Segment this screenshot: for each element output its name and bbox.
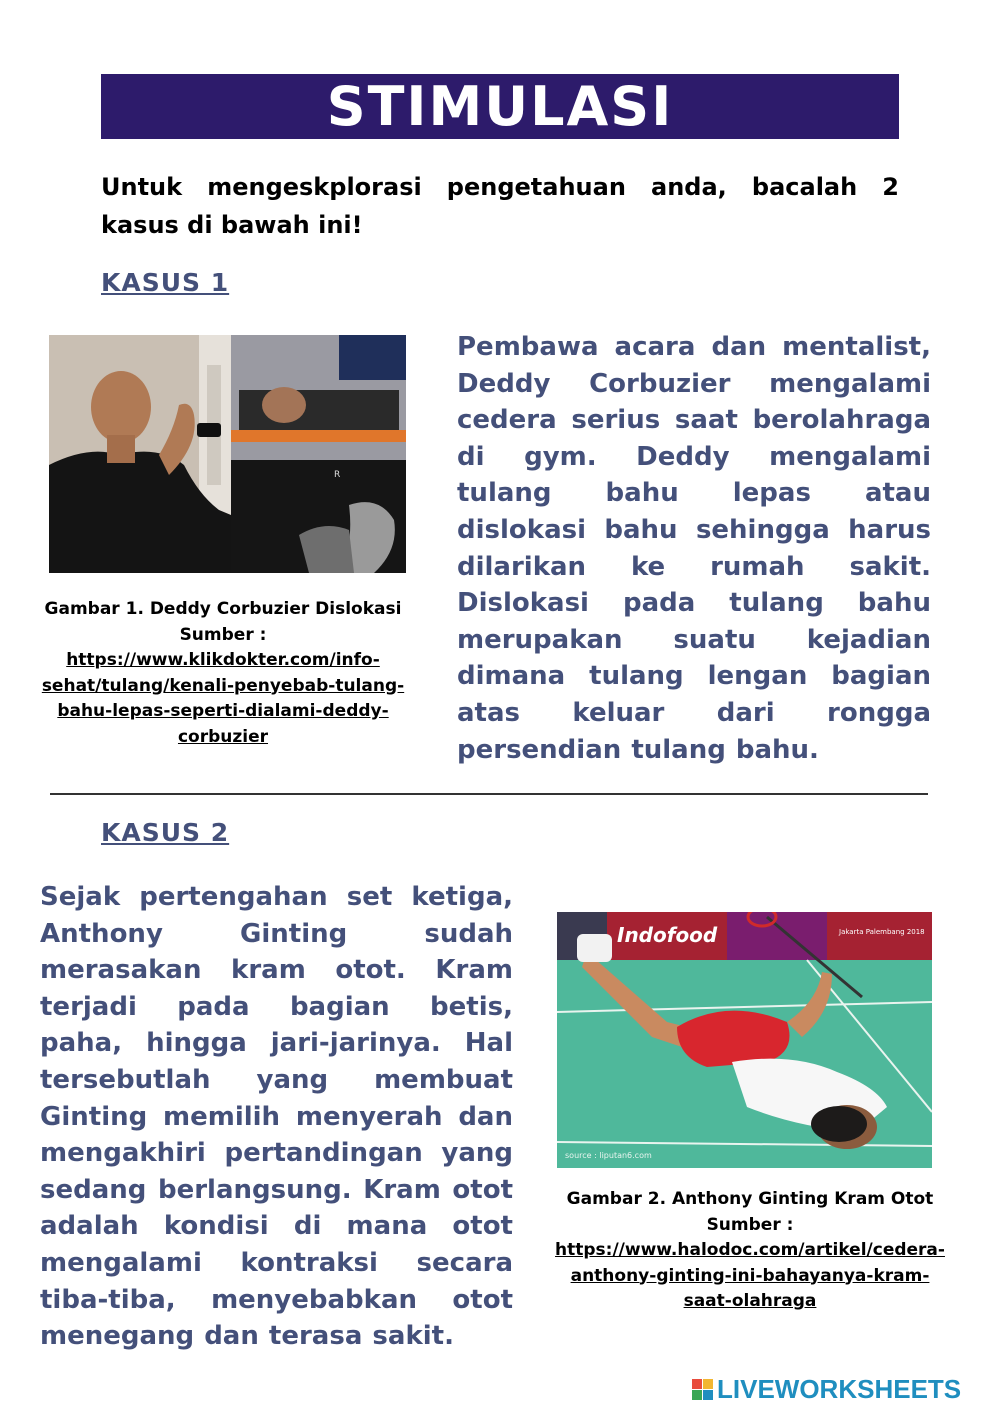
xray-marker: R <box>334 470 341 480</box>
case2-text: Sejak pertengahan set ketiga, Anthony Ginting sudah merasakan kram otot. Kram terjadi pada bagian betis, paha, hingga jari-jarinya. Hal tersebutlah yang membuat Ginting memilih menyerah dan mengakhiri pertandingan yang sedang berlangsung. Kram otot adalah kondisi di mana otot mengalami kontraksi secara tiba-tiba, menyebabkan otot menegang dan terasa sakit. <box>40 882 513 1352</box>
case2-caption-source-label: Sumber : <box>706 1214 794 1235</box>
case2-photo <box>557 912 932 1168</box>
case2-source-link[interactable]: https://www.halodoc.com/artikel/cedera-anthony-ginting-ini-bahayanya-kram-saat-olahraga <box>555 1240 945 1311</box>
case1-source-link[interactable]: https://www.klikdokter.com/info-sehat/tulang/kenali-penyebab-tulang-bahu-lepas-seperti-dialami-deddy-corbuzier <box>41 650 405 747</box>
case2-photo-illustration <box>557 912 932 1168</box>
photo-banner-text: Indofood <box>617 923 718 947</box>
photo-event-text: Jakarta Palembang 2018 <box>839 928 925 936</box>
liveworksheets-logo-text: LIVEWORKSHEETS <box>717 1374 962 1404</box>
case1-photo <box>49 335 406 573</box>
section-divider <box>50 793 928 795</box>
case2-caption <box>548 1187 952 1315</box>
page-title: STIMULASI <box>326 74 674 138</box>
case2-heading: KASUS 2 <box>101 818 230 847</box>
title-banner <box>101 74 899 139</box>
case1-caption-title: Gambar 1. Deddy Corbuzier Dislokasi <box>44 599 402 619</box>
case1-text: Pembawa acara dan mentalist, Deddy Corbuzier mengalami cedera serius saat berolahraga di gym. Deddy mengalami tulang bahu lepas atau dislokasi bahu sehingga harus dilarikan ke rumah sakit. Dislokasi pada tulang bahu merupakan suatu kejadian dimana tulang lengan bagian atas keluar dari rongga persendian tulang bahu. <box>457 332 931 765</box>
photo-credit: source : liputan6.com <box>565 1151 652 1160</box>
case1-heading: KASUS 1 <box>101 268 230 297</box>
case2-caption-title: Gambar 2. Anthony Ginting Kram Otot <box>566 1189 934 1209</box>
intro-instruction: Untuk mengeskplorasi pengetahuan anda, bacalah 2 kasus di bawah ini! <box>101 173 899 239</box>
liveworksheets-logo-icon <box>692 1379 713 1400</box>
case1-caption-source-label: Sumber : <box>179 624 267 645</box>
liveworksheets-logo[interactable] <box>692 1376 961 1402</box>
case1-caption <box>26 597 420 750</box>
case1-photo-illustration <box>49 335 406 573</box>
